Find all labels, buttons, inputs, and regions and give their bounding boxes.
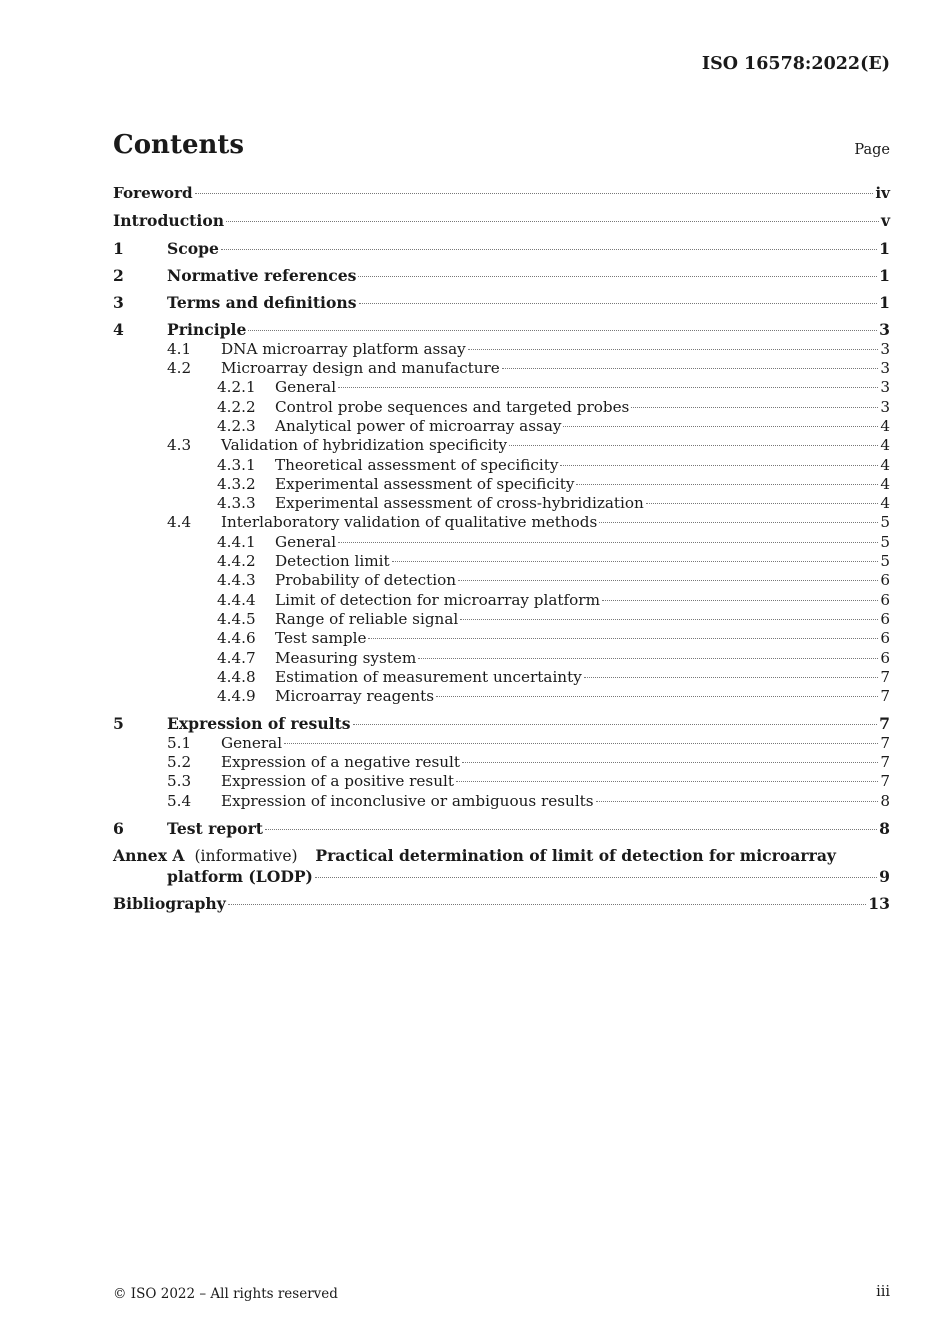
toc-entry-4-3-3[interactable] — [113, 494, 890, 513]
toc-number: 4.3 — [167, 436, 192, 455]
toc-entry-5-3[interactable] — [113, 772, 890, 791]
annex-label: Annex A — [113, 846, 185, 866]
toc-page: 6 — [880, 648, 890, 667]
leader-dots — [368, 638, 878, 639]
leader-dots — [576, 484, 878, 485]
document-id: ISO 16578:2022(E) — [701, 54, 890, 74]
leader-dots — [353, 724, 878, 725]
leader-dots — [248, 330, 877, 331]
toc-title: Range of reliable signal — [275, 609, 459, 628]
toc-entry-4-4-9[interactable] — [113, 687, 890, 706]
toc-number: 3 — [113, 293, 124, 313]
toc-number: 4.2.3 — [217, 416, 256, 435]
leader-dots — [602, 600, 878, 601]
toc-entry-5-4[interactable] — [113, 792, 890, 811]
toc-number: 5 — [113, 714, 124, 734]
toc-page: v — [880, 211, 890, 231]
toc-entry-4-3-1[interactable] — [113, 456, 890, 475]
toc-entry-5-1[interactable] — [113, 734, 890, 753]
toc-number: 5.1 — [167, 733, 192, 752]
toc-page: 6 — [880, 571, 890, 590]
leader-dots — [462, 762, 878, 763]
leader-dots — [456, 781, 878, 782]
toc-title: Principle — [167, 320, 247, 340]
toc-number: 4.4.2 — [217, 552, 256, 571]
toc-title: General — [221, 733, 283, 752]
toc-page: 5 — [880, 552, 890, 571]
toc-title: Normative references — [167, 265, 357, 285]
toc-title: Detection limit — [275, 552, 390, 571]
toc-page: 7 — [880, 772, 890, 791]
toc-entry-4-4-6[interactable] — [113, 629, 890, 648]
leader-dots — [563, 426, 878, 427]
toc-page: 4 — [880, 455, 890, 474]
toc-number: 4.4.8 — [217, 667, 256, 686]
toc-entry-4-4-4[interactable] — [113, 591, 890, 610]
toc-title: Foreword — [113, 184, 193, 202]
toc-page: 4 — [880, 494, 890, 513]
toc-entry-4-4-7[interactable] — [113, 649, 890, 668]
toc-number: 4.1 — [167, 339, 192, 358]
toc-page: 6 — [880, 609, 890, 628]
leader-dots — [228, 904, 867, 905]
leader-dots — [436, 696, 878, 697]
leader-dots — [226, 221, 879, 222]
toc-entry-4-1[interactable] — [113, 340, 890, 359]
toc-entry-4[interactable] — [113, 320, 890, 339]
leader-dots — [458, 580, 878, 581]
toc-page: 7 — [880, 687, 890, 706]
toc-entry-6[interactable] — [113, 819, 890, 838]
annex-qualifier: (informative) — [194, 847, 298, 866]
toc-page: 7 — [880, 753, 890, 772]
toc-page: 6 — [880, 590, 890, 609]
toc-entry-4-2-1[interactable] — [113, 378, 890, 397]
toc-page: 5 — [880, 513, 890, 532]
toc-entry-5[interactable] — [113, 714, 890, 733]
toc-entry-annex-a[interactable] — [113, 846, 890, 886]
leader-dots — [418, 658, 878, 659]
toc-title: Interlaboratory validation of qualitative methods — [221, 513, 598, 532]
toc-number: 4.4.5 — [217, 609, 256, 628]
toc-title: Expression of a positive result — [221, 772, 454, 791]
toc-page: 4 — [880, 416, 890, 435]
toc-page: 1 — [879, 293, 890, 313]
toc-entry-4-4[interactable] — [113, 513, 890, 532]
toc-entry-foreword[interactable] — [113, 184, 890, 203]
leader-dots — [631, 407, 878, 408]
toc-page: iv — [875, 184, 890, 202]
toc-entry-introduction[interactable] — [113, 211, 890, 230]
toc-title: Theoretical assessment of specificity — [275, 455, 559, 474]
toc-number: 4.4.6 — [217, 629, 256, 648]
toc-number: 4.4 — [167, 513, 192, 532]
toc-title: Expression of inconclusive or ambiguous results — [221, 791, 594, 810]
toc-title: Experimental assessment of specificity — [275, 474, 575, 493]
toc-title: Microarray reagents — [275, 687, 435, 706]
toc-entry-4-2-3[interactable] — [113, 417, 890, 436]
toc-title: General — [275, 532, 337, 551]
toc-title: Control probe sequences and targeted probes — [275, 397, 630, 416]
toc-number: 5.2 — [167, 753, 192, 772]
toc-title: Introduction — [113, 211, 225, 231]
toc-title: General — [275, 378, 337, 397]
leader-dots — [509, 445, 878, 446]
table-of-contents — [113, 184, 890, 913]
toc-page: 7 — [880, 733, 890, 752]
copyright-notice: © ISO 2022 – All rights reserved — [113, 1286, 338, 1302]
toc-page: 5 — [880, 532, 890, 551]
toc-page: 3 — [880, 397, 890, 416]
leader-dots — [599, 522, 878, 523]
toc-title: Bibliography — [113, 893, 226, 913]
toc-title: Test sample — [275, 629, 367, 648]
leader-dots — [596, 801, 879, 802]
toc-page: 1 — [879, 238, 890, 258]
leader-dots — [315, 877, 877, 878]
toc-entry-4-4-3[interactable] — [113, 571, 890, 590]
toc-page: 1 — [879, 265, 890, 285]
toc-entry-4-4-5[interactable] — [113, 610, 890, 629]
toc-number: 4.3.2 — [217, 474, 256, 493]
toc-number: 4 — [113, 320, 124, 340]
toc-entry-4-4-1[interactable] — [113, 533, 890, 552]
leader-dots — [221, 249, 877, 250]
toc-number: 4.4.3 — [217, 571, 256, 590]
toc-page: 8 — [880, 791, 890, 810]
toc-title: Terms and definitions — [167, 293, 357, 313]
leader-dots — [359, 303, 878, 304]
contents-heading: Contents — [113, 130, 245, 160]
toc-entry-5-2[interactable] — [113, 753, 890, 772]
toc-number: 4.4.7 — [217, 648, 256, 667]
toc-page: 13 — [868, 893, 890, 913]
annex-title-line2: platform (LODP) — [167, 866, 313, 886]
leader-dots — [584, 677, 879, 678]
toc-title: Expression of results — [167, 714, 351, 734]
leader-dots — [646, 503, 879, 504]
leader-dots — [358, 276, 877, 277]
toc-title: Analytical power of microarray assay — [275, 416, 562, 435]
toc-number: 4.2.2 — [217, 397, 256, 416]
toc-page: 7 — [880, 667, 890, 686]
toc-page: 3 — [880, 339, 890, 358]
toc-number: 5.4 — [167, 791, 192, 810]
toc-number: 1 — [113, 238, 124, 258]
annex-title-line1: Practical determination of limit of detection for microarray — [315, 846, 836, 866]
toc-title: Measuring system — [275, 648, 417, 667]
toc-entry-bibliography[interactable] — [113, 894, 890, 913]
toc-entry-3[interactable] — [113, 293, 890, 312]
toc-page: 6 — [880, 629, 890, 648]
toc-title: DNA microarray platform assay — [221, 339, 466, 358]
leader-dots — [560, 465, 878, 466]
toc-number: 4.4.9 — [217, 687, 256, 706]
toc-entry-4-2[interactable] — [113, 359, 890, 378]
leader-dots — [338, 542, 878, 543]
toc-title: Probability of detection — [275, 571, 456, 590]
toc-entry-4-4-8[interactable] — [113, 668, 890, 687]
toc-title: Scope — [167, 238, 219, 258]
leader-dots — [338, 387, 878, 388]
leader-dots — [284, 743, 878, 744]
leader-dots — [265, 829, 877, 830]
toc-number: 6 — [113, 818, 124, 838]
toc-title: Estimation of measurement uncertainty — [275, 667, 582, 686]
toc-page: 3 — [880, 359, 890, 378]
toc-number: 4.2 — [167, 359, 192, 378]
toc-entry-4-4-2[interactable] — [113, 552, 890, 571]
toc-entry-1[interactable] — [113, 239, 890, 258]
toc-number: 4.2.1 — [217, 378, 256, 397]
leader-dots — [502, 368, 879, 369]
leader-dots — [460, 619, 878, 620]
page-column-label: Page — [854, 142, 890, 158]
toc-title: Experimental assessment of cross-hybridization — [275, 494, 644, 513]
toc-page: 9 — [879, 866, 890, 886]
toc-title: Limit of detection for microarray platform — [275, 590, 600, 609]
toc-title: Validation of hybridization specificity — [221, 436, 508, 455]
page-number: iii — [876, 1284, 890, 1300]
toc-number: 4.4.4 — [217, 590, 256, 609]
toc-entry-4-3-2[interactable] — [113, 475, 890, 494]
toc-number: 4.3.3 — [217, 494, 256, 513]
toc-number: 2 — [113, 265, 124, 285]
toc-page: 3 — [880, 378, 890, 397]
toc-entry-2[interactable] — [113, 266, 890, 285]
toc-entry-4-2-2[interactable] — [113, 398, 890, 417]
toc-page: 4 — [880, 436, 890, 455]
leader-dots — [392, 561, 879, 562]
leader-dots — [468, 349, 879, 350]
toc-page: 4 — [880, 474, 890, 493]
toc-title: Microarray design and manufacture — [221, 359, 500, 378]
toc-number: 5.3 — [167, 772, 192, 791]
toc-page: 8 — [879, 818, 890, 838]
toc-title: Test report — [167, 818, 264, 838]
toc-number: 4.3.1 — [217, 455, 256, 474]
leader-dots — [195, 193, 874, 194]
toc-title: Expression of a negative result — [221, 753, 460, 772]
toc-number: 4.4.1 — [217, 532, 256, 551]
toc-page: 3 — [879, 320, 890, 340]
toc-page: 7 — [879, 714, 890, 734]
toc-entry-4-3[interactable] — [113, 436, 890, 455]
